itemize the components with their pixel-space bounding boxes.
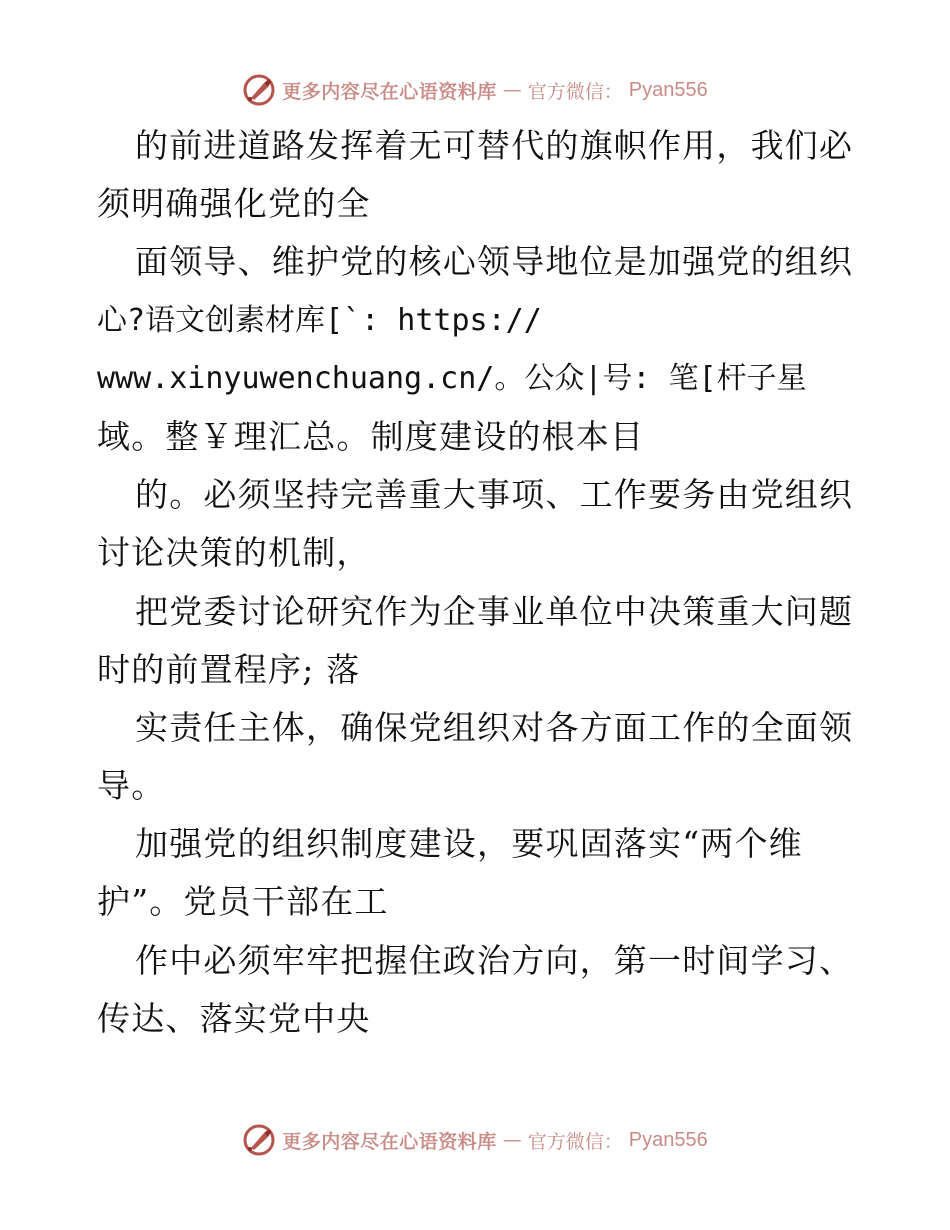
- banner-dash: —: [502, 1129, 522, 1151]
- text-line: 把党委讨论研究作为企事业单位中决策重大问题: [135, 591, 854, 631]
- banner-slogan: 更多内容尽在心语资料库: [282, 1130, 497, 1153]
- banner-wechat-id: Pyan556: [628, 78, 708, 101]
- banner-wechat-label: 官方微信：: [527, 1130, 623, 1153]
- banner-wechat-id: Pyan556: [628, 1128, 708, 1151]
- banner-dash: —: [502, 79, 522, 101]
- body-text: [97, 117, 857, 1048]
- text-line: 导。: [97, 766, 166, 806]
- text-line: www.xinyuwenchuang.cn/。公众|号: 笔[杆子星: [97, 360, 807, 396]
- text-line: 作中必须牢牢把握住政治方向，第一时间学习、: [135, 940, 854, 980]
- text-line: 须明确强化党的全: [97, 184, 371, 224]
- text-line: 传达、落实党中央: [97, 998, 371, 1038]
- text-line: 的前进道路发挥着无可替代的旗帜作用，我们必: [135, 126, 854, 165]
- text-line: 的。必须坚持完善重大事项、工作要务由党组织: [135, 475, 854, 515]
- text-line: 时的前置程序; 落: [97, 649, 361, 689]
- header-banner: [0, 70, 950, 110]
- text-line: 心?语文创素材库[`: https://: [97, 302, 542, 338]
- banner-wechat-label: 官方微信：: [527, 80, 623, 103]
- text-line: 加强党的组织制度建设，要巩固落实“两个维: [135, 824, 803, 864]
- pen-nib-logo-icon: [242, 73, 276, 107]
- pen-nib-logo-icon: [242, 1123, 276, 1157]
- footer-banner: [0, 1120, 950, 1160]
- banner-slogan: 更多内容尽在心语资料库: [282, 80, 497, 103]
- text-line: 护”。党员干部在工: [97, 882, 389, 922]
- text-line: 域。整￥理汇总。制度建设的根本目: [97, 416, 645, 456]
- text-line: 面领导、维护党的核心领导地位是加强党的组织: [135, 242, 854, 282]
- text-line: 讨论决策的机制，: [97, 533, 371, 573]
- text-line: 实责任主体，确保党组织对各方面工作的全面领: [135, 707, 854, 747]
